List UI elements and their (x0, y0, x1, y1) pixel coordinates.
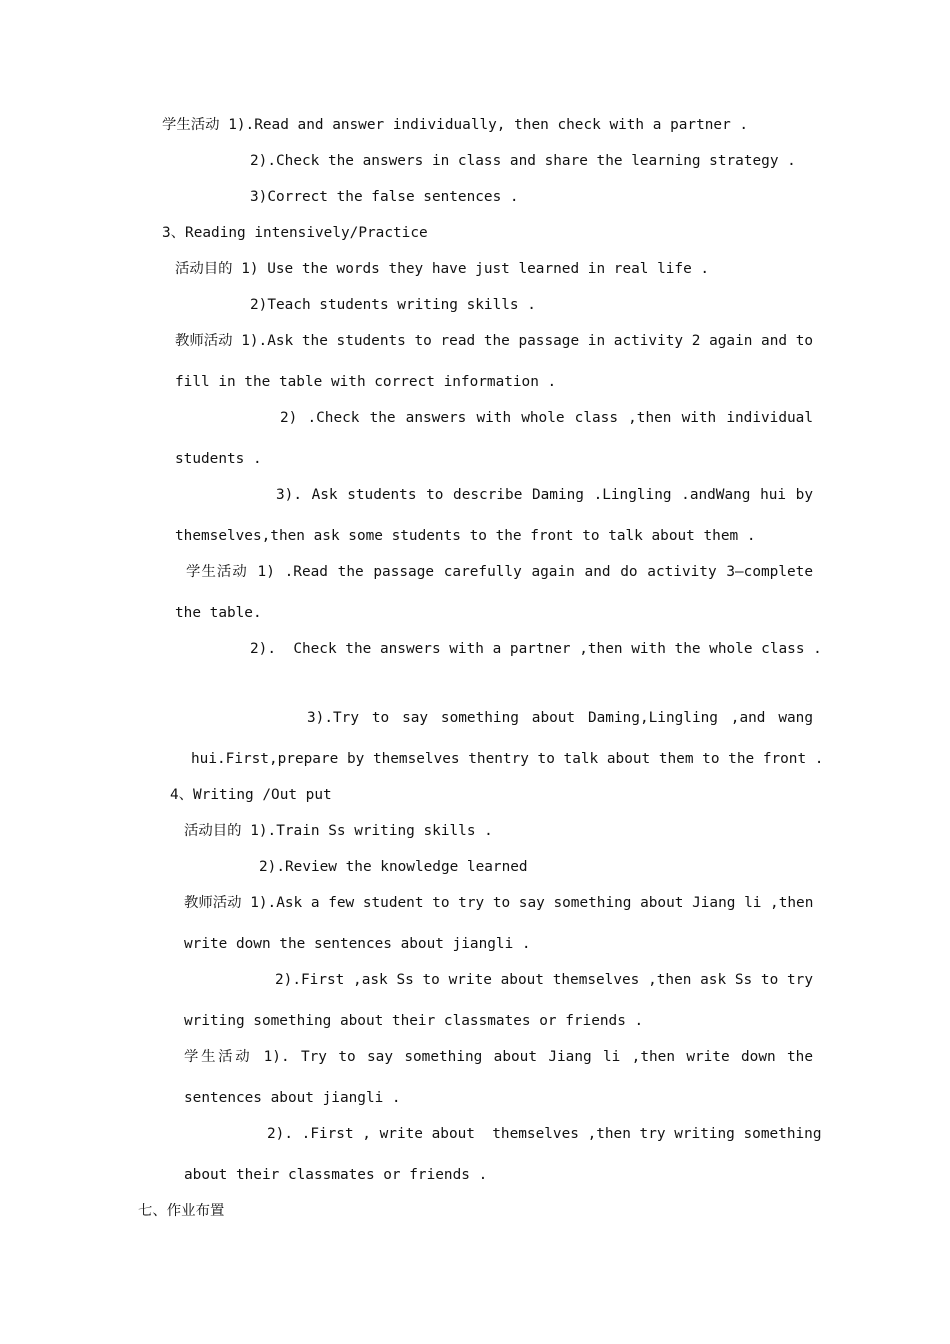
text-line: 学生活动 1). Try to say something about Jiang li ,then write down the (184, 1049, 813, 1065)
section-heading: 七、作业布置 (138, 1203, 225, 1219)
text-line: 教师活动 1).Ask the students to read the passage in activity 2 again and to (175, 333, 814, 349)
text-line: hui.First,prepare by themselves thentry to talk about them to the front . (191, 751, 824, 767)
text-line: 3).Try to say something about Daming,Lingling ,and wang (307, 710, 813, 726)
text-line: sentences about jiangli . (184, 1090, 401, 1106)
text-line: 2)Teach students writing skills . (250, 297, 536, 313)
text-line: 2) .Check the answers with whole class ,then with individual (280, 410, 813, 426)
text-line: students . (175, 451, 262, 467)
text-line: 活动目的 1) Use the words they have just learned in real life . (175, 261, 710, 277)
text-line: writing something about their classmates or friends . (184, 1013, 644, 1029)
section-heading: 3、Reading intensively/Practice (162, 225, 428, 241)
text-line: 学生活动 1) .Read the passage carefully again and do activity 3—complete (186, 564, 813, 580)
text-line: 学生活动 1).Read and answer individually, then check with a partner . (162, 117, 749, 133)
text-line: the table. (175, 605, 262, 621)
text-line: 3)Correct the false sentences . (250, 189, 519, 205)
text-line: write down the sentences about jiangli . (184, 936, 531, 952)
text-line: about their classmates or friends . (184, 1167, 488, 1183)
text-line: 2).Review the knowledge learned (259, 859, 528, 875)
text-line: 教师活动 1).Ask a few student to try to say something about Jiang li ,then (184, 895, 814, 911)
text-line: 2).Check the answers in class and share the learning strategy . (250, 153, 796, 169)
text-line: fill in the table with correct information . (175, 374, 557, 390)
text-line: 2). .First , write about themselves ,then try writing something (267, 1126, 822, 1142)
section-heading: 4、Writing /Out put (170, 787, 332, 803)
text-line: 3). Ask students to describe Daming .Lingling .andWang hui by (276, 487, 813, 503)
text-line: 2). Check the answers with a partner ,then with the whole class . (250, 641, 822, 657)
text-line: themselves,then ask some students to the front to talk about them . (175, 528, 756, 544)
text-line: 2).First ,ask Ss to write about themselves ,then ask Ss to try (275, 972, 813, 988)
text-line: 活动目的 1).Train Ss writing skills . (184, 823, 493, 839)
